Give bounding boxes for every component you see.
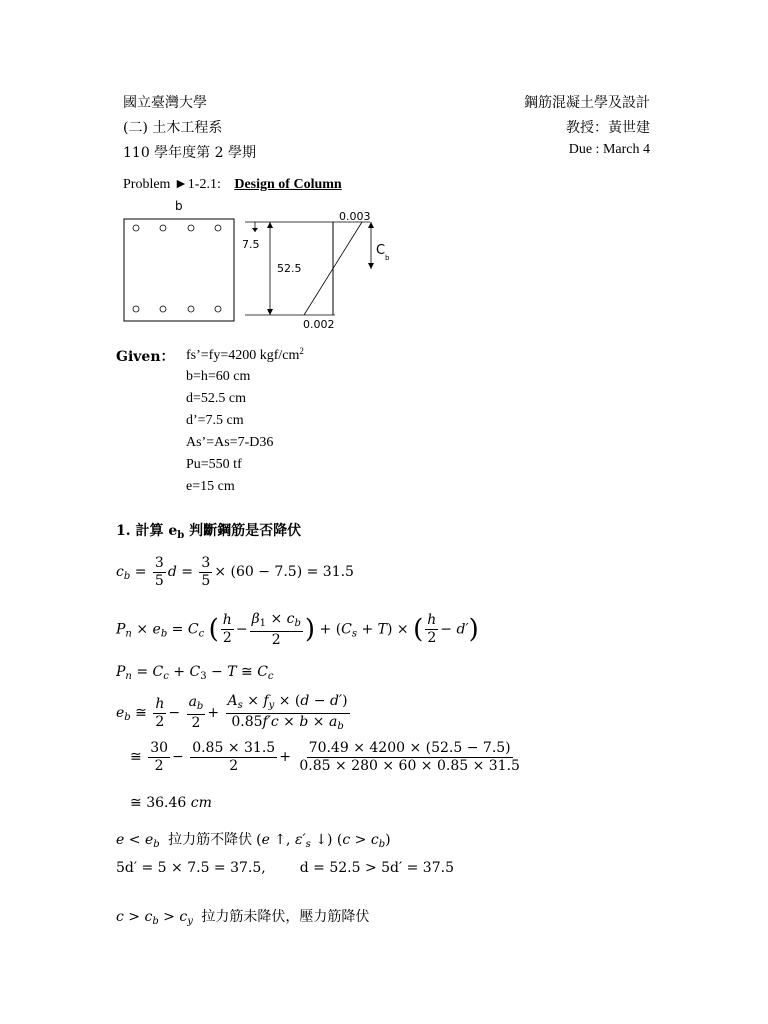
column-section-figure [115, 195, 415, 335]
rebar-top [133, 225, 139, 231]
given-label: Given： [116, 349, 175, 365]
problem-title: Design of Column [234, 177, 342, 192]
depth-check-line: 5d′ = 5 × 7.5 = 37.5, d = 52.5 > 5d′ = 37.5 [116, 860, 454, 876]
arrowhead [252, 228, 258, 232]
rebar-top [188, 225, 194, 231]
arrowhead [267, 222, 273, 228]
given-line: e=15 cm [186, 479, 235, 494]
given-line: fs’=fy=4200 kgf/$cm^2$ [186, 346, 304, 363]
arrowhead [267, 309, 273, 315]
cb-subscript: b [385, 254, 390, 262]
course-name: 鋼筋混凝土學及設計 [524, 95, 650, 111]
rebar-top [160, 225, 166, 231]
bottom-strain: 0.002 [303, 318, 335, 331]
given-line: d’=7.5 cm [186, 413, 244, 428]
comparison-line-1: $e < e_b$ 拉力筋不降伏 (e ↑, $\varepsilon'_s$ ↓) $(c > c_b)$ [116, 832, 391, 850]
equation-eb-numeric: ≅ $\frac{30}{2}$ − $\frac{0.85 \times 31.5}{2}$ + $\frac{70.49 \times 4200 \times (52.5 - 7.5)}{0.85 \times 280 \times 60 \times 0.85 \times 31.5}$ [130, 740, 520, 774]
width-label: b [175, 199, 183, 213]
rebar-top [215, 225, 221, 231]
section-heading: 1. 計算 $e_b$ 判斷鋼筋是否降伏 [116, 523, 302, 541]
university-name: 國立臺灣大學 [123, 95, 207, 111]
department-name: (二) 土木工程系 [123, 120, 223, 136]
top-strain: 0.003 [339, 210, 371, 223]
given-line: d=52.5 cm [186, 391, 246, 406]
equation-eb-formula: $e_b$ ≅ $\frac{h}{2}$ − $\frac{a_b}{2}$ + $\frac{A_s \times f_y \times (d - d')}{0.85f'c \times b \times a_b}$ [116, 693, 348, 732]
problem-label: Problem ►1-2.1: [123, 177, 221, 192]
arrowhead [368, 263, 374, 269]
rebar-bottom [133, 306, 139, 312]
equation-eb-result: ≅ 36.46 cm [130, 795, 212, 811]
rebar-bottom [160, 306, 166, 312]
problem-heading [123, 177, 342, 193]
rebar-bottom [188, 306, 194, 312]
equation-pn: $P_n = C_c + C_3 - T$ ≅ $C_c$ [116, 664, 274, 682]
cb-label: C [376, 243, 386, 258]
given-line: As’=As=7-D36 [186, 435, 274, 450]
depth-dimension: 52.5 [277, 262, 302, 275]
professor: 教授：黃世建 [566, 120, 650, 136]
equation-cb: $c_b$ = $\frac{3}{5}$ d = $\frac{3}{5}$ × (60 − 7.5) = 31.5 [116, 555, 354, 589]
equation-moment: $P_n \times e_b = C_c$ ( $\frac{h}{2}$ − $\frac{\beta_1 \times c_b}{2}$ ) + $(C_s + T)$ × ( $\frac{h}{2}$ − d′) [116, 611, 479, 648]
given-line: Pu=550 tf [186, 457, 242, 472]
given-line: b=h=60 cm [186, 369, 251, 384]
rebar-bottom [215, 306, 221, 312]
cover-dimension: 7.5 [242, 238, 260, 251]
comparison-line-2: $c > c_b > c_y$ 拉力筋未降伏，壓力筋降伏 [116, 909, 370, 927]
semester: 110 學年度第 2 學期 [123, 145, 256, 161]
due-date: Due : March 4 [568, 142, 650, 157]
